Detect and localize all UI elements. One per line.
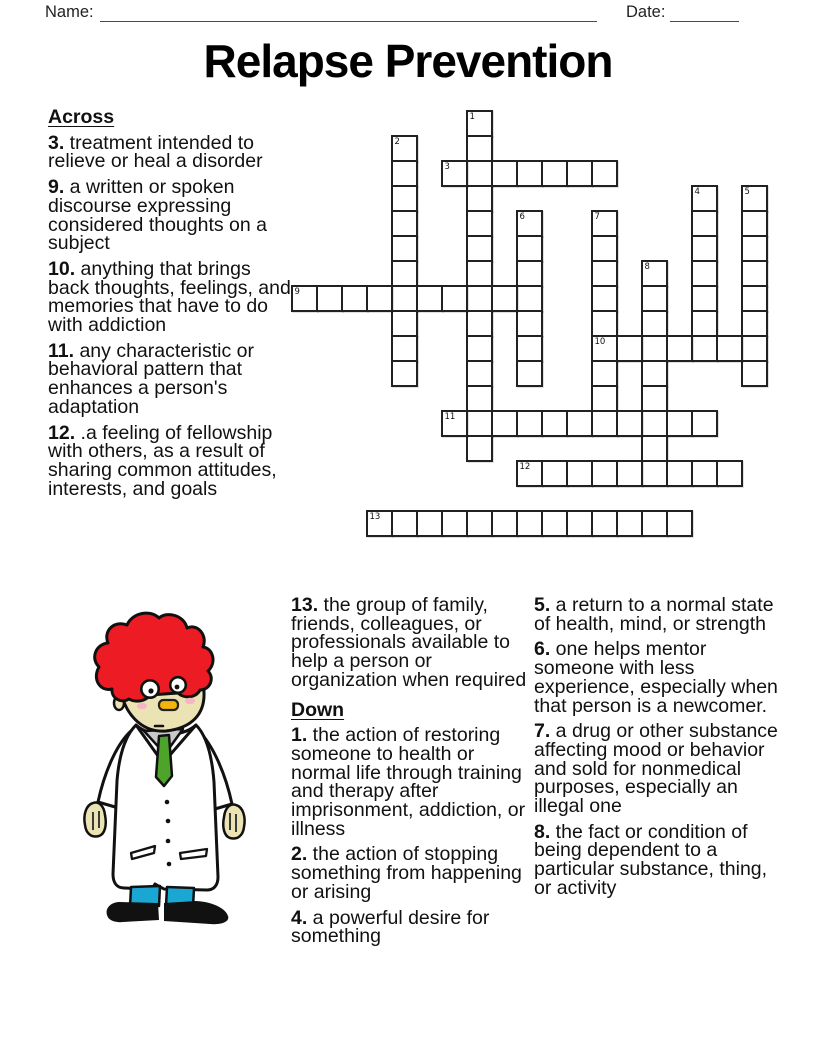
grid-cell[interactable] <box>566 160 593 187</box>
grid-cell[interactable] <box>641 435 668 462</box>
clue-8: 8. the fact or condition of being dependent to a particular substance, thing, or activity <box>534 820 768 899</box>
grid-cell[interactable] <box>466 385 493 412</box>
right-shoe <box>164 901 228 924</box>
grid-cell[interactable] <box>641 460 668 487</box>
grid-cell-number: 7 <box>594 212 600 222</box>
grid-cell[interactable] <box>516 160 543 187</box>
right-pupil <box>175 685 180 690</box>
across-bottom-clue-list <box>291 596 531 690</box>
grid-cell[interactable] <box>666 335 693 362</box>
grid-cell[interactable] <box>516 510 543 537</box>
grid-cell-number: 1 <box>469 112 475 122</box>
grid-cell[interactable] <box>591 510 618 537</box>
name-fill-line[interactable] <box>100 4 597 22</box>
grid-cell[interactable] <box>466 185 493 212</box>
grid-cell[interactable] <box>391 160 418 187</box>
grid-cell-number: 5 <box>744 187 750 197</box>
clue-13: 13. the group of family, friends, colleagues, or professionals available to help a person or organization when required <box>291 594 527 691</box>
grid-cell[interactable] <box>391 360 418 387</box>
grid-cell[interactable] <box>666 510 693 537</box>
scientist-illustration <box>62 606 267 931</box>
grid-cell[interactable] <box>441 285 468 312</box>
coat-button <box>167 862 172 867</box>
grid-cell[interactable] <box>691 260 718 287</box>
grid-cell[interactable] <box>591 385 618 412</box>
grid-cell[interactable] <box>691 335 718 362</box>
grid-cell[interactable] <box>591 310 618 337</box>
left-pupil <box>148 688 153 693</box>
coat-button <box>165 800 170 805</box>
crossword-grid <box>291 110 770 539</box>
grid-cell[interactable] <box>516 310 543 337</box>
grid-cell[interactable] <box>466 235 493 262</box>
clue-11: 11. any characteristic or behavioral pattern that enhances a person's adaptation <box>48 339 254 418</box>
grid-cell[interactable] <box>641 360 668 387</box>
middle-clues-column <box>291 596 531 953</box>
grid-cell-number: 2 <box>394 137 400 147</box>
clue-12: 12. .a feeling of fellowship with others, as a result of sharing common attitudes, interests, and goals <box>48 421 277 500</box>
grid-cell[interactable] <box>516 410 543 437</box>
grid-cell[interactable] <box>716 335 743 362</box>
name-label: Name: <box>45 3 94 21</box>
right-cheek <box>185 698 195 704</box>
grid-cell[interactable] <box>741 235 768 262</box>
grid-cell[interactable] <box>391 185 418 212</box>
clue-10: 10. anything that brings back thoughts, feelings, and memories that have to do with addiction <box>48 257 291 337</box>
grid-cell[interactable] <box>616 410 643 437</box>
grid-cell[interactable] <box>541 160 568 187</box>
clue-3: 3. treatment intended to relieve or heal a disorder <box>48 131 263 173</box>
grid-cell[interactable] <box>466 360 493 387</box>
grid-cell[interactable] <box>691 310 718 337</box>
grid-cell-number: 3 <box>444 162 450 172</box>
grid-cell[interactable] <box>741 310 768 337</box>
clue-7: 7. a drug or other substance affecting mood or behavior and sold for nonmedical purposes, especially an illegal one <box>534 720 778 818</box>
grid-cell[interactable] <box>691 235 718 262</box>
grid-cell-number: 12 <box>519 462 531 472</box>
grid-cell[interactable] <box>516 460 543 487</box>
grid-cell[interactable] <box>466 260 493 287</box>
grid-cell[interactable] <box>541 410 568 437</box>
grid-cell[interactable] <box>516 235 543 262</box>
grid-cell[interactable] <box>741 285 768 312</box>
grid-cell[interactable] <box>391 235 418 262</box>
down-clue-list-right <box>534 596 779 898</box>
grid-cell[interactable] <box>491 510 518 537</box>
grid-cell[interactable] <box>641 285 668 312</box>
grid-cell[interactable] <box>391 310 418 337</box>
grid-cell[interactable] <box>441 160 468 187</box>
grid-cell[interactable] <box>466 410 493 437</box>
across-clues-column <box>48 108 295 505</box>
grid-cell[interactable] <box>641 335 668 362</box>
grid-cell-number: 6 <box>519 212 525 222</box>
grid-cell[interactable] <box>716 460 743 487</box>
grid-cell[interactable] <box>441 510 468 537</box>
grid-cell[interactable] <box>616 335 643 362</box>
right-hand <box>223 805 244 839</box>
coat-button <box>166 819 171 824</box>
grid-cell[interactable] <box>516 360 543 387</box>
grid-cell[interactable] <box>641 510 668 537</box>
worksheet-title: Relapse Prevention <box>203 35 613 87</box>
grid-cell[interactable] <box>491 160 518 187</box>
nose <box>159 700 178 710</box>
grid-cell[interactable] <box>491 285 518 312</box>
clue-9: 9. a written or spoken discourse expressing considered thoughts on a subject <box>48 176 267 255</box>
grid-cell[interactable] <box>616 460 643 487</box>
grid-cell[interactable] <box>466 110 493 137</box>
grid-cell[interactable] <box>666 460 693 487</box>
grid-cell[interactable] <box>466 135 493 162</box>
grid-cell[interactable] <box>591 335 618 362</box>
grid-cell[interactable] <box>741 210 768 237</box>
grid-cell[interactable] <box>691 185 718 212</box>
grid-cell[interactable] <box>366 510 393 537</box>
grid-cell[interactable] <box>516 285 543 312</box>
grid-cell[interactable] <box>566 460 593 487</box>
grid-cell-number: 13 <box>369 512 381 522</box>
grid-cell[interactable] <box>641 260 668 287</box>
grid-cell[interactable] <box>641 385 668 412</box>
grid-cell[interactable] <box>366 285 393 312</box>
grid-cell[interactable] <box>416 285 443 312</box>
grid-cell[interactable] <box>641 410 668 437</box>
clue-6: 6. one helps mentor someone with less experience, especially when that person is a newcomer. <box>534 638 778 717</box>
grid-cell[interactable] <box>391 260 418 287</box>
across-clue-list <box>48 131 295 500</box>
left-shoe <box>107 902 159 922</box>
grid-cell[interactable] <box>566 410 593 437</box>
grid-cell[interactable] <box>316 285 343 312</box>
grid-cell[interactable] <box>466 210 493 237</box>
grid-cell[interactable] <box>741 360 768 387</box>
grid-cell-number: 10 <box>594 337 606 347</box>
grid-cell[interactable] <box>591 260 618 287</box>
grid-cell[interactable] <box>591 460 618 487</box>
grid-cell[interactable] <box>541 510 568 537</box>
down-heading: Down <box>291 698 345 721</box>
grid-cell[interactable] <box>691 410 718 437</box>
down-clue-list-left <box>291 726 531 946</box>
coat-button <box>166 839 171 844</box>
grid-cell[interactable] <box>416 510 443 537</box>
grid-cell[interactable] <box>391 285 418 312</box>
grid-cell[interactable] <box>466 310 493 337</box>
grid-cell[interactable] <box>391 510 418 537</box>
grid-cell[interactable] <box>466 160 493 187</box>
grid-cell[interactable] <box>591 360 618 387</box>
grid-cell[interactable] <box>466 335 493 362</box>
grid-cell[interactable] <box>391 135 418 162</box>
grid-cell[interactable] <box>591 160 618 187</box>
grid-cell[interactable] <box>591 235 618 262</box>
clue-4: 4. a powerful desire for something <box>291 906 490 948</box>
grid-cell-number: 11 <box>444 412 456 422</box>
grid-cell[interactable] <box>741 185 768 212</box>
grid-cell[interactable] <box>466 510 493 537</box>
grid-cell[interactable] <box>466 285 493 312</box>
clue-1: 1. the action of restoring someone to health or normal life through training and therapy after imprisonment, addiction, or illness <box>291 724 526 840</box>
grid-cell[interactable] <box>491 410 518 437</box>
grid-cell[interactable] <box>691 285 718 312</box>
grid-cell[interactable] <box>591 410 618 437</box>
clue-5: 5. a return to a normal state of health, mind, or strength <box>534 594 774 635</box>
clue-2: 2. the action of stopping something from happening or arising <box>291 843 522 903</box>
grid-cell[interactable] <box>616 510 643 537</box>
grid-cell[interactable] <box>516 335 543 362</box>
tie <box>156 735 172 786</box>
grid-cell-number: 9 <box>294 287 300 297</box>
across-heading: Across <box>48 106 115 128</box>
right-clues-column <box>534 596 779 905</box>
grid-cell[interactable] <box>591 285 618 312</box>
grid-cell[interactable] <box>541 460 568 487</box>
grid-cell[interactable] <box>566 510 593 537</box>
grid-cell-number: 8 <box>644 262 650 272</box>
grid-cell[interactable] <box>691 460 718 487</box>
grid-cell[interactable] <box>741 335 768 362</box>
grid-cell[interactable] <box>691 210 718 237</box>
grid-cell[interactable] <box>391 210 418 237</box>
grid-cell[interactable] <box>641 310 668 337</box>
grid-cell[interactable] <box>466 435 493 462</box>
date-label: Date: <box>626 3 666 21</box>
grid-cell[interactable] <box>341 285 368 312</box>
grid-cell[interactable] <box>741 260 768 287</box>
left-hand <box>84 803 105 837</box>
grid-cell[interactable] <box>666 410 693 437</box>
grid-cell[interactable] <box>441 410 468 437</box>
grid-cell[interactable] <box>516 260 543 287</box>
left-cheek <box>137 703 147 709</box>
grid-cell[interactable] <box>291 285 318 312</box>
grid-cell[interactable] <box>516 210 543 237</box>
date-fill-line[interactable] <box>670 4 739 22</box>
grid-cell[interactable] <box>591 210 618 237</box>
grid-cell[interactable] <box>391 335 418 362</box>
grid-cell-number: 4 <box>694 187 700 197</box>
